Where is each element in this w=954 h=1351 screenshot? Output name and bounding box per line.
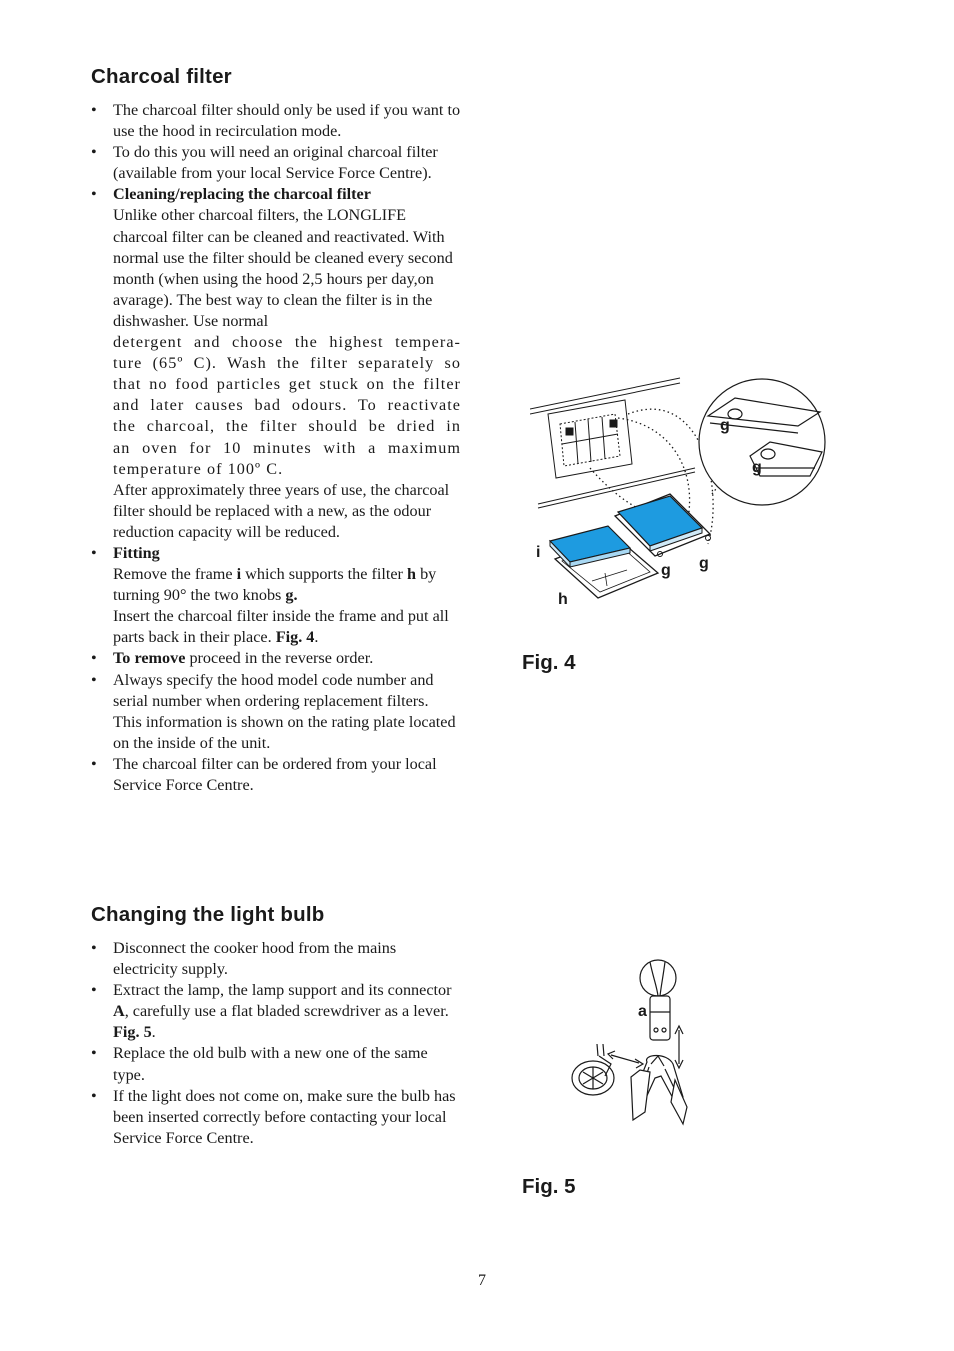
hood-underside <box>530 378 695 508</box>
cleaning-title: • Cleaning/replacing the charcoal filter <box>113 185 371 204</box>
fig4-label-h: h <box>558 591 568 608</box>
fig4-caption: Fig. 4 <box>522 651 576 674</box>
charcoal-filter-list <box>91 100 461 796</box>
list-item-remove: • To remove proceed in the reverse order. <box>91 648 461 669</box>
fig4-label-i: i <box>536 544 541 561</box>
list-item: • The charcoal filter should only be used if you want to use the hood in recirculation mode. <box>91 100 461 142</box>
cleaning-replace-text: After approximately three years of use, the charcoal filter should be replaced with a new, as the odour reduction capacity will be reduced. <box>113 480 450 541</box>
cleaning-text: Unlike other charcoal filters, the LONGLIFE charcoal filter can be cleaned and reactivated. With normal use the filter should be cleaned every second month (when using the hood 2,5 hours per day,on avarage). The best way to clean the filter is in the dishwasher. Use normal <box>113 206 453 330</box>
fitting-title: • Fitting <box>113 543 160 562</box>
list-item: • Always specify the hood model code number and serial number when ordering replacement filters. This information is shown on the rating plate located on the inside of the unit. <box>91 670 461 754</box>
light-bulb-list <box>91 938 461 1149</box>
fig4-illustration <box>530 376 830 616</box>
list-item: • Extract the lamp, the lamp support and its connector A, carefully use a flat bladed screwdriver as a lever. Fig. 5. <box>91 980 461 1043</box>
list-item: • Disconnect the cooker hood from the mains electricity supply. <box>91 938 461 980</box>
fig5-caption: Fig. 5 <box>522 1175 576 1198</box>
fig5-label-a: a <box>638 1003 647 1020</box>
list-item: • If the light does not come on, make sure the bulb has been inserted correctly before contacting your local Service Force Centre. <box>91 1086 461 1149</box>
list-item: • Replace the old bulb with a new one of the same type. <box>91 1043 461 1085</box>
list-item-fitting: • Fitting Remove the frame i which supports the filter h by turning 90° the two knobs g. Insert the charcoal filter inside the frame and put all parts back in their place. Fig. 4. <box>91 543 461 648</box>
fig4-label-g: g <box>661 562 671 579</box>
knob-detail-magnifier <box>699 379 825 505</box>
fig5-illustration <box>565 952 705 1127</box>
fig4-label-g: g <box>752 459 762 476</box>
list-item: • The charcoal filter can be ordered from your local Service Force Centre. <box>91 754 461 796</box>
fig4-label-g: g <box>699 555 709 572</box>
page-number: 7 <box>478 1272 486 1289</box>
fig4-label-g: g <box>720 417 730 434</box>
list-item: • To do this you will need an original charcoal filter (available from your local Service Force Centre). <box>91 142 461 184</box>
light-bulb-heading: Changing the light bulb <box>91 903 325 926</box>
charcoal-filter-heading: Charcoal filter <box>91 65 232 88</box>
list-item-cleaning: • Cleaning/replacing the charcoal filter Unlike other charcoal filters, the LONGLIFE charcoal filter can be cleaned and reactivated. With normal use the filter should be cleaned every second month (when using the hood 2,5 hours per day,on avarage). The best way to clean the filter is in the dishwasher. Use normal detergent and choose the highest tempera- ture (65º C). Wash the filter separately so that no food particles get stuck on the filter and later causes bad odours. To reactivate the charcoal, the filter should be dried in an oven for 10 minutes with a maximum temperature of 100º C. After approximately three years of use, the charcoal filter should be replaced with a new, as the odour reduction capacity will be reduced. <box>91 184 461 543</box>
